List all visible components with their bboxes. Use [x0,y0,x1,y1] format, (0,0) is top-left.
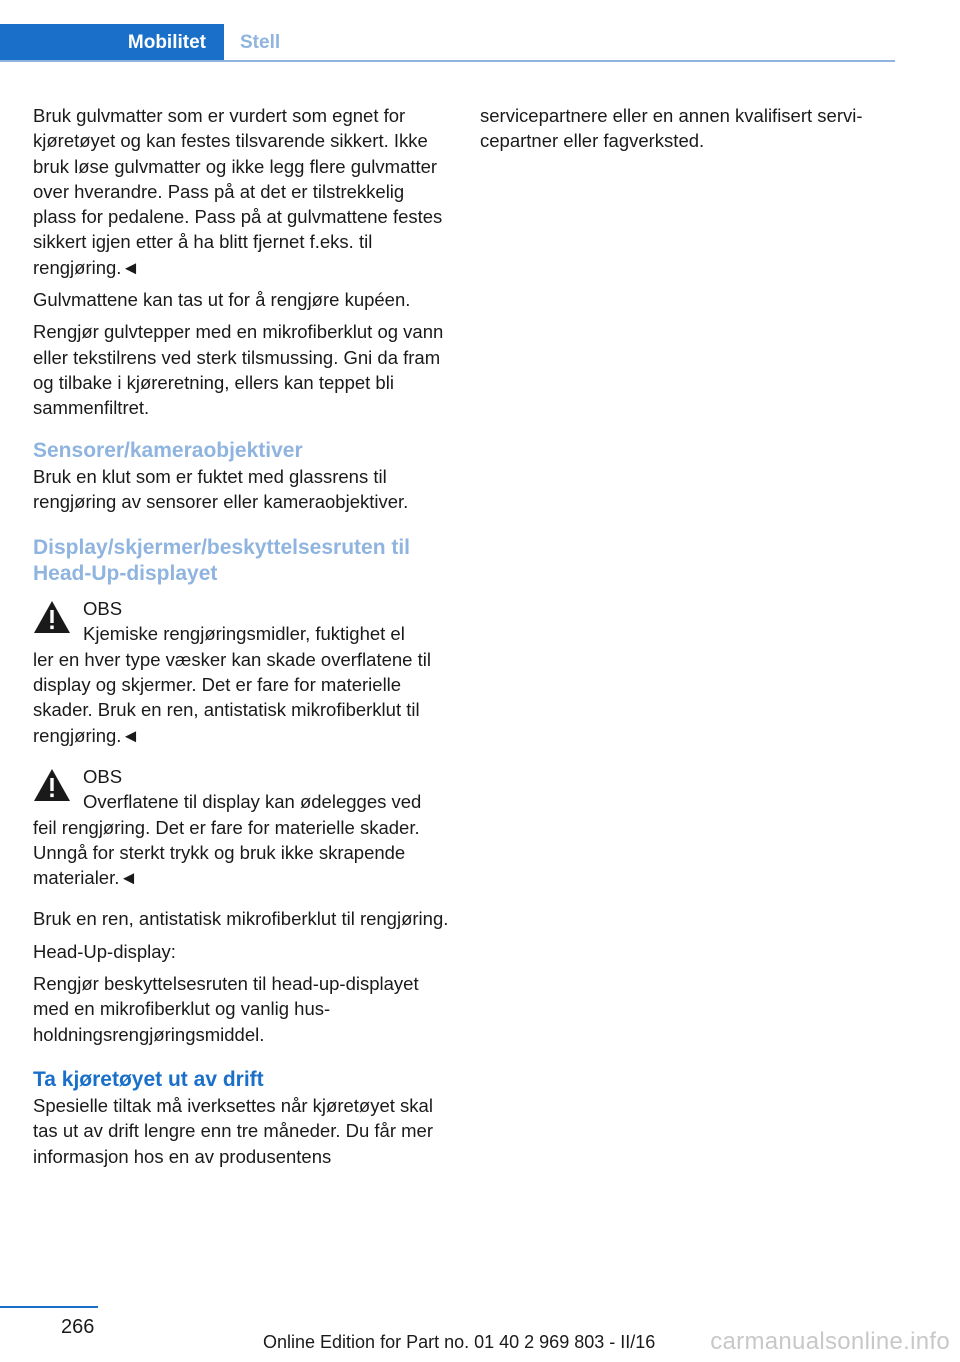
paragraph-remove-mats: Gulvmattene kan tas ut for å rengjøre kupéen. [33,289,411,311]
warning-icon [33,768,71,802]
footer-rule [0,1306,98,1308]
warning-text: feil rengjøring. Det er fare for materielle skader. Unngå for sterkt trykk og bruk ikke skrapende materialer.◄ [33,816,420,889]
heading-display: Display/skjermer/beskyttelsesruten til Head-Up-displayet [33,536,411,586]
warning-text: ler en hver type væsker kan skade overflatene til display og skjermer. Det er fare for materielle skader. Bruk en ren, antistatisk mikrofiberklut til rengjøring.◄ [33,648,431,746]
section-tabs [0,24,895,62]
edition-info: Online Edition for Part no. 01 40 2 969 803 - II/16 [263,1332,656,1352]
left-column [33,103,449,1176]
paragraph-hud-label: Head-Up-display: [33,940,176,962]
warning-title: OBS [83,765,123,787]
right-column [480,103,895,161]
heading-sensors: Sensorer/kameraobjektiver [33,438,303,462]
warning-icon [33,600,71,634]
warning-block-chemicals [33,596,449,748]
tab-underline [0,60,895,62]
tab-mobilitet[interactable]: Mobilitet [0,24,224,61]
warning-text-first-line: Overflatene til display kan ødelegges ved [83,791,422,813]
paragraph-hud-cleaning: Rengjør beskyttelsesruten til head-up-displayet med en mikrofiberklut og vanlig husholdningsrengjøringsmiddel. [33,973,419,1045]
paragraph-service-partners: servicepartnere eller en annen kvalifisert servicepartner eller fagverksted. [480,105,863,152]
warning-text-first-line: Kjemiske rengjøringsmidler, fuktighet el [83,623,405,645]
paragraph-sensors: Bruk en klut som er fuktet med glassrens til rengjøring av sensorer eller kameraobjektiver. [33,465,409,512]
heading-decommission: Ta kjøretøyet ut av drift [33,1067,264,1091]
watermark: carmanualsonline.info [710,1328,950,1355]
warning-title: OBS [83,598,123,620]
paragraph-carpet-cleaning: Rengjør gulvtepper med en mikrofiberklut og vann eller tekstilrens ved sterk tilsmussing. Gni da fram og tilbake i kjøreretning, ellers kan teppet bli sammenfiltret. [33,321,444,419]
paragraph-decommission: Spesielle tiltak må iverksettes når kjøretøyet skal tas ut av drift lengre enn tre måneder. Du får mer informasjon hos en av produsentens [33,1094,433,1167]
paragraph-floor-mats: Bruk gulvmatter som er vurdert som egnet for kjøretøyet og kan festes tilsvarende sikkert. Ikke bruk løse gulvmatter og ikke legg flere gulvmatter over hverandre. Pass på at det er tilstrekkelig plass for pedalene. Pass på at gulvmattene festes sikkert igjen etter å ha blitt fjernet f.eks. til rengjøring.◄ [33,105,443,278]
tab-stell[interactable]: Stell [240,31,281,53]
paragraph-antistatic-cloth: Bruk en ren, antistatisk mikrofiberklut til rengjøring. [33,908,449,930]
page-number: 266 [61,1316,95,1338]
warning-block-surfaces [33,764,449,890]
